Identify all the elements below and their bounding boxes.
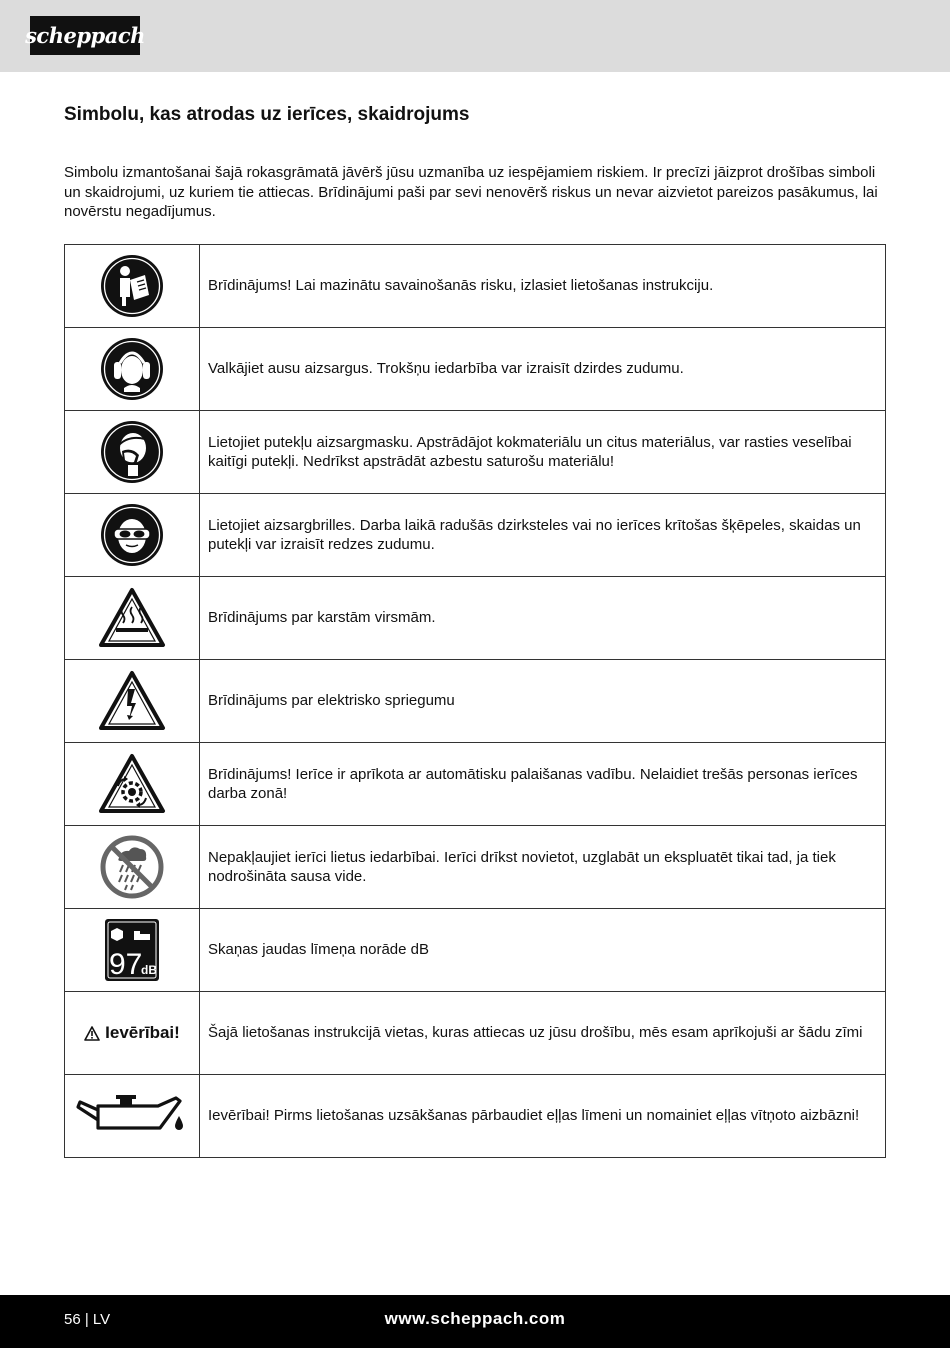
attention-label-text: Ievērībai! [105,1023,180,1042]
read-manual-icon [99,253,165,319]
hot-surface-warning-icon [98,587,166,649]
symbols-table [64,244,886,1158]
safety-goggles-icon [99,502,165,568]
table-row [65,328,886,411]
page-number: 56 | LV [64,1311,111,1328]
row-text: Brīdinājums! Ierīce ir aprīkota ar automātisku palaišanas vadību. Nelaidiet trešās personas ierīces darba zonā! [200,743,886,826]
row-text: Ievērībai! Pirms lietošanas uzsākšanas pārbaudiet eļļas līmeni un nomainiet eļļas vītņoto aizbāzni! [200,1075,886,1158]
table-row [65,660,886,743]
table-row [65,411,886,494]
no-rain-icon [99,834,165,900]
row-text: Šajā lietošanas instrukcijā vietas, kuras attiecas uz jūsu drošību, mēs esam aprīkojuši ar šādu zīmi [200,992,886,1075]
intro-paragraph: Simbolu izmantošanai šajā rokasgrāmatā jāvērš jūsu uzmanība uz iespējamiem riskiem. Ir precīzi jāizprot drošības simboli un skaidrojumi, uz kuriem tie attiecas. Brīdinājumi paši par sevi nenovērš riskus un nevar aizvietot pareizos pasākumus, lai novērstu negadījumus. [64,164,878,220]
electric-voltage-warning-icon [98,670,166,732]
warning-triangle-icon [84,1026,100,1041]
table-row [65,743,886,826]
sound-level-unit: dB [141,963,157,977]
row-text: Valkājiet ausu aizsargus. Trokšņu iedarbība var izraisīt dzirdes zudumu. [200,328,886,411]
automatic-start-warning-icon [98,753,166,815]
table-row [65,826,886,909]
website-link[interactable]: www.scheppach.com [384,1309,566,1328]
ear-protection-icon [99,336,165,402]
row-text: Lietojiet putekļu aizsargmasku. Apstrādājot kokmateriālu un citus materiālus, var rasties veselībai kaitīgi putekļi. Nedrīkst apstrādāt azbestu saturošu materiālu! [200,411,886,494]
row-text: Brīdinājums! Lai mazinātu savainošanās risku, izlasiet lietošanas instrukciju. [200,245,886,328]
sound-power-level-icon [104,918,160,982]
dust-mask-icon [99,419,165,485]
table-row [65,494,886,577]
attention-label [65,992,199,1074]
row-text: Brīdinājums par karstām virsmām. [200,577,886,660]
row-text: Skaņas jaudas līmeņa norāde dB [200,909,886,992]
brand-logo: scheppach [30,16,140,55]
row-text: Lietojiet aizsargbrilles. Darba laikā radušās dzirksteles vai no ierīces krītošas šķēpeles, skaidas un putekļi var izraisīt redzes zudumu. [200,494,886,577]
page-title: Simbolu, kas atrodas uz ierīces, skaidrojums [64,104,470,125]
table-row [65,992,886,1075]
footer [0,1295,950,1348]
row-text: Brīdinājums par elektrisko spriegumu [200,660,886,743]
table-row [65,245,886,328]
header-band [0,0,950,72]
table-row [65,577,886,660]
oil-can-icon [76,1092,188,1140]
table-row [65,909,886,992]
table-row [65,1075,886,1158]
row-text: Nepakļaujiet ierīci lietus iedarbībai. Ierīci drīkst novietot, uzglabāt un ekspluatēt tikai tad, ja tiek nodrošināta sausa vide. [200,826,886,909]
sound-level-value: 97 [109,948,143,981]
